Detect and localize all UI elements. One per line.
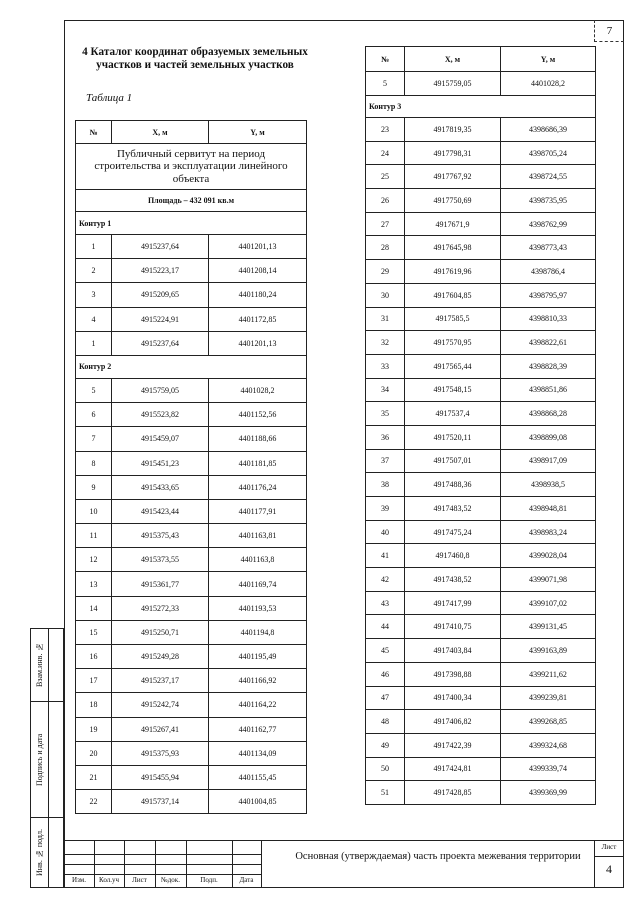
cell-x: 4915451,23 — [112, 451, 209, 475]
cell-num: 24 — [366, 141, 405, 165]
cell-x: 4915267,41 — [112, 717, 209, 741]
cell-y: 4401164,22 — [209, 693, 307, 717]
cell-x: 4915433,65 — [112, 475, 209, 499]
table-row — [366, 473, 596, 497]
col-header-x: X, м — [112, 121, 209, 144]
table-row — [366, 141, 596, 165]
cell-num: 37 — [366, 449, 405, 473]
table-row — [76, 620, 307, 644]
cell-num: 2 — [76, 259, 112, 283]
cell-num: 13 — [76, 572, 112, 596]
table-row — [366, 544, 596, 568]
side-label-vzam: Взам.инв. № — [35, 642, 44, 688]
cell-y: 4398868,28 — [501, 402, 596, 426]
cell-x: 4915272,33 — [112, 596, 209, 620]
cell-y: 4399239,81 — [501, 686, 596, 710]
cell-y: 4398810,33 — [501, 307, 596, 331]
cell-num: 18 — [76, 693, 112, 717]
cell-y: 4398983,24 — [501, 520, 596, 544]
cell-y: 4399028,04 — [501, 544, 596, 568]
cell-num: 43 — [366, 591, 405, 615]
stamp-label: Кол.уч — [99, 876, 119, 884]
cell-y: 4398686,39 — [501, 118, 596, 142]
cell-num: 32 — [366, 331, 405, 355]
sheet-number: 4 — [606, 862, 612, 876]
cell-x: 4917406,82 — [405, 710, 501, 734]
cell-num: 30 — [366, 283, 405, 307]
cell-x: 4917520,11 — [405, 425, 501, 449]
cell-x: 4915224,91 — [112, 307, 209, 331]
cell-x: 4917438,52 — [405, 568, 501, 592]
page-heading: 4 Каталог координат образуемых земельных участков и частей земельных участков — [82, 46, 308, 71]
table-row — [366, 260, 596, 284]
cell-y: 4401195,49 — [209, 645, 307, 669]
table-row — [366, 212, 596, 236]
cell-y: 4401172,85 — [209, 307, 307, 331]
table-row — [366, 165, 596, 189]
cell-x: 4917570,95 — [405, 331, 501, 355]
cell-x: 4917424,81 — [405, 757, 501, 781]
cell-x: 4917798,31 — [405, 141, 501, 165]
cell-num: 6 — [76, 403, 112, 427]
cell-x: 4915737,14 — [112, 790, 209, 814]
cell-num: 19 — [76, 717, 112, 741]
cell-x: 4917585,5 — [405, 307, 501, 331]
cell-num: 23 — [366, 118, 405, 142]
stamp-label: Подп. — [200, 876, 218, 884]
cell-num: 26 — [366, 189, 405, 213]
section-title: Публичный сервитут на период строительства и эксплуатации линейного объекта — [76, 144, 307, 190]
cell-num: 10 — [76, 499, 112, 523]
cell-num: 51 — [366, 781, 405, 805]
side-label-inv: Инв. № подл. — [35, 829, 44, 876]
cell-y: 4399268,85 — [501, 710, 596, 734]
table-row — [76, 572, 307, 596]
table-row — [366, 236, 596, 260]
cell-num: 47 — [366, 686, 405, 710]
cell-x: 4917417,99 — [405, 591, 501, 615]
cell-x: 4917398,88 — [405, 662, 501, 686]
table-row — [366, 497, 596, 521]
table-row — [76, 475, 307, 499]
cell-x: 4915209,65 — [112, 283, 209, 307]
col-header-y: Y, м — [501, 47, 596, 72]
cell-x: 4917619,96 — [405, 260, 501, 284]
col-header-num: № — [366, 47, 405, 72]
cell-num: 8 — [76, 451, 112, 475]
cell-y: 4399324,68 — [501, 733, 596, 757]
cell-num: 15 — [76, 620, 112, 644]
table-row — [76, 645, 307, 669]
cell-num: 11 — [76, 524, 112, 548]
cell-y: 4398917,09 — [501, 449, 596, 473]
cell-x: 4915223,17 — [112, 259, 209, 283]
cell-num: 50 — [366, 757, 405, 781]
cell-num: 5 — [76, 378, 112, 402]
cell-x: 4915249,28 — [112, 645, 209, 669]
cell-y: 4401176,24 — [209, 475, 307, 499]
table-row — [76, 403, 307, 427]
cell-x: 4917565,44 — [405, 354, 501, 378]
table-row — [76, 378, 307, 402]
cell-y: 4399071,98 — [501, 568, 596, 592]
table-row — [366, 189, 596, 213]
cell-x: 4917750,69 — [405, 189, 501, 213]
coordinates-table-left — [75, 120, 307, 814]
table-row — [76, 427, 307, 451]
cell-num: 36 — [366, 425, 405, 449]
cell-x: 4917671,9 — [405, 212, 501, 236]
cell-num: 12 — [76, 548, 112, 572]
cell-y: 4401162,77 — [209, 717, 307, 741]
cell-y: 4398899,08 — [501, 425, 596, 449]
cell-num: 14 — [76, 596, 112, 620]
title-block — [64, 840, 624, 888]
cell-num: 42 — [366, 568, 405, 592]
cell-x: 4917767,92 — [405, 165, 501, 189]
cell-y: 4398786,4 — [501, 260, 596, 284]
cell-num: 33 — [366, 354, 405, 378]
cell-x: 4915361,77 — [112, 572, 209, 596]
cell-num: 41 — [366, 544, 405, 568]
table-row — [76, 596, 307, 620]
table-row — [366, 307, 596, 331]
contour-label: Контур 3 — [366, 96, 596, 118]
cell-y: 4401188,66 — [209, 427, 307, 451]
cell-x: 4915459,07 — [112, 427, 209, 451]
cell-y: 4398851,86 — [501, 378, 596, 402]
side-label-podpis: Подпись и дата — [35, 733, 44, 786]
table-row — [366, 520, 596, 544]
cell-num: 49 — [366, 733, 405, 757]
cell-x: 4917428,85 — [405, 781, 501, 805]
table-row — [76, 235, 307, 259]
cell-x: 4915523,82 — [112, 403, 209, 427]
cell-num: 21 — [76, 765, 112, 789]
cell-x: 4915237,17 — [112, 669, 209, 693]
cell-y: 4398938,5 — [501, 473, 596, 497]
contour-label: Контур 1 — [76, 212, 307, 235]
cell-y: 4401004,85 — [209, 790, 307, 814]
cell-x: 4915759,05 — [112, 378, 209, 402]
cell-num: 38 — [366, 473, 405, 497]
cell-y: 4401028,2 — [209, 378, 307, 402]
cell-y: 4401201,13 — [209, 235, 307, 259]
cell-x: 4915250,71 — [112, 620, 209, 644]
cell-x: 4917488,36 — [405, 473, 501, 497]
cell-num: 9 — [76, 475, 112, 499]
table-caption: Таблица 1 — [86, 92, 133, 104]
cell-y: 4401134,09 — [209, 741, 307, 765]
cell-x: 4917410,75 — [405, 615, 501, 639]
table-row — [366, 425, 596, 449]
cell-x: 4915237,64 — [112, 331, 209, 355]
table-row — [76, 548, 307, 572]
cell-y: 4399211,62 — [501, 662, 596, 686]
cell-y: 4398828,39 — [501, 354, 596, 378]
cell-x: 4917819,35 — [405, 118, 501, 142]
table-row — [366, 449, 596, 473]
cell-y: 4399131,45 — [501, 615, 596, 639]
table-row — [76, 669, 307, 693]
cell-x: 4917507,01 — [405, 449, 501, 473]
table-row — [76, 499, 307, 523]
cell-x: 4917645,98 — [405, 236, 501, 260]
table-row — [76, 331, 307, 355]
table-row — [366, 757, 596, 781]
cell-y: 4401201,13 — [209, 331, 307, 355]
cell-num: 17 — [76, 669, 112, 693]
col-header-x: X, м — [405, 47, 501, 72]
table-row — [366, 733, 596, 757]
cell-num: 46 — [366, 662, 405, 686]
table-row — [366, 331, 596, 355]
stamp-label: Дата — [239, 876, 254, 884]
cell-y: 4401163,81 — [209, 524, 307, 548]
cell-y: 4401181,85 — [209, 451, 307, 475]
page-number-top: 7 — [594, 20, 624, 42]
cell-y: 4398705,24 — [501, 141, 596, 165]
cell-y: 4401194,8 — [209, 620, 307, 644]
cell-num: 45 — [366, 639, 405, 663]
cell-x: 4917400,34 — [405, 686, 501, 710]
table-row — [76, 524, 307, 548]
cell-x: 4915375,43 — [112, 524, 209, 548]
table-row — [76, 451, 307, 475]
cell-x: 4915373,55 — [112, 548, 209, 572]
table-row — [76, 693, 307, 717]
cell-x: 4917483,52 — [405, 497, 501, 521]
table-row — [76, 717, 307, 741]
area-text: Площадь – 432 091 кв.м — [76, 190, 307, 212]
table-row — [366, 781, 596, 805]
cell-y: 4399369,99 — [501, 781, 596, 805]
cell-y: 4401169,74 — [209, 572, 307, 596]
cell-num: 3 — [76, 283, 112, 307]
col-header-y: Y, м — [209, 121, 307, 144]
cell-x: 4917537,4 — [405, 402, 501, 426]
cell-y: 4399339,74 — [501, 757, 596, 781]
cell-y: 4401028,2 — [501, 72, 596, 96]
cell-num: 7 — [76, 427, 112, 451]
table-row — [76, 790, 307, 814]
stamp-label: №док. — [161, 876, 180, 884]
cell-x: 4915423,44 — [112, 499, 209, 523]
cell-x: 4915455,94 — [112, 765, 209, 789]
cell-num: 39 — [366, 497, 405, 521]
cell-num: 35 — [366, 402, 405, 426]
cell-num: 20 — [76, 741, 112, 765]
table-row — [366, 118, 596, 142]
table-row — [366, 72, 596, 96]
table-row — [366, 568, 596, 592]
cell-x: 4917604,85 — [405, 283, 501, 307]
cell-num: 44 — [366, 615, 405, 639]
table-row — [366, 402, 596, 426]
table-row — [366, 710, 596, 734]
cell-num: 25 — [366, 165, 405, 189]
side-cell-podpis — [30, 701, 64, 818]
cell-x: 4915375,93 — [112, 741, 209, 765]
side-cell-inv — [30, 817, 64, 888]
cell-x: 4917422,39 — [405, 733, 501, 757]
sheet-label: Лист — [601, 843, 617, 851]
cell-num: 48 — [366, 710, 405, 734]
cell-num: 1 — [76, 331, 112, 355]
cell-num: 4 — [76, 307, 112, 331]
cell-x: 4915759,05 — [405, 72, 501, 96]
cell-y: 4401177,91 — [209, 499, 307, 523]
cell-y: 4401152,56 — [209, 403, 307, 427]
table-row — [366, 378, 596, 402]
stamp-label: Лист — [132, 876, 147, 884]
cell-num: 34 — [366, 378, 405, 402]
table-row — [366, 615, 596, 639]
side-cell-vzam — [30, 628, 64, 702]
cell-y: 4399163,89 — [501, 639, 596, 663]
cell-x: 4917403,84 — [405, 639, 501, 663]
col-header-num: № — [76, 121, 112, 144]
side-strip — [30, 628, 64, 888]
table-row — [76, 283, 307, 307]
cell-y: 4398822,61 — [501, 331, 596, 355]
cell-y: 4398773,43 — [501, 236, 596, 260]
table-row — [366, 686, 596, 710]
document-title: Основная (утверждаемая) часть проекта межевания территории — [295, 851, 581, 862]
cell-y: 4401163,8 — [209, 548, 307, 572]
cell-y: 4398795,97 — [501, 283, 596, 307]
cell-y: 4398948,81 — [501, 497, 596, 521]
cell-x: 4915237,64 — [112, 235, 209, 259]
cell-x: 4917460,8 — [405, 544, 501, 568]
cell-y: 4401155,45 — [209, 765, 307, 789]
table-row — [366, 662, 596, 686]
cell-y: 4398762,99 — [501, 212, 596, 236]
cell-y: 4398735,95 — [501, 189, 596, 213]
cell-x: 4917548,15 — [405, 378, 501, 402]
cell-num: 31 — [366, 307, 405, 331]
coordinates-table-right — [365, 46, 596, 805]
cell-x: 4917475,24 — [405, 520, 501, 544]
cell-num: 27 — [366, 212, 405, 236]
table-row — [76, 307, 307, 331]
contour-label: Контур 2 — [76, 355, 307, 378]
table-row — [366, 354, 596, 378]
cell-y: 4401208,14 — [209, 259, 307, 283]
table-row — [76, 741, 307, 765]
cell-y: 4401193,53 — [209, 596, 307, 620]
cell-num: 5 — [366, 72, 405, 96]
cell-y: 4401166,92 — [209, 669, 307, 693]
cell-num: 40 — [366, 520, 405, 544]
cell-num: 1 — [76, 235, 112, 259]
table-row — [366, 591, 596, 615]
table-row — [366, 639, 596, 663]
cell-num: 22 — [76, 790, 112, 814]
cell-num: 28 — [366, 236, 405, 260]
cell-x: 4915242,74 — [112, 693, 209, 717]
cell-num: 29 — [366, 260, 405, 284]
table-row — [366, 283, 596, 307]
cell-num: 16 — [76, 645, 112, 669]
table-row — [76, 259, 307, 283]
cell-y: 4401180,24 — [209, 283, 307, 307]
cell-y: 4398724,55 — [501, 165, 596, 189]
table-row — [76, 765, 307, 789]
cell-y: 4399107,02 — [501, 591, 596, 615]
stamp-label: Изм. — [72, 876, 86, 884]
